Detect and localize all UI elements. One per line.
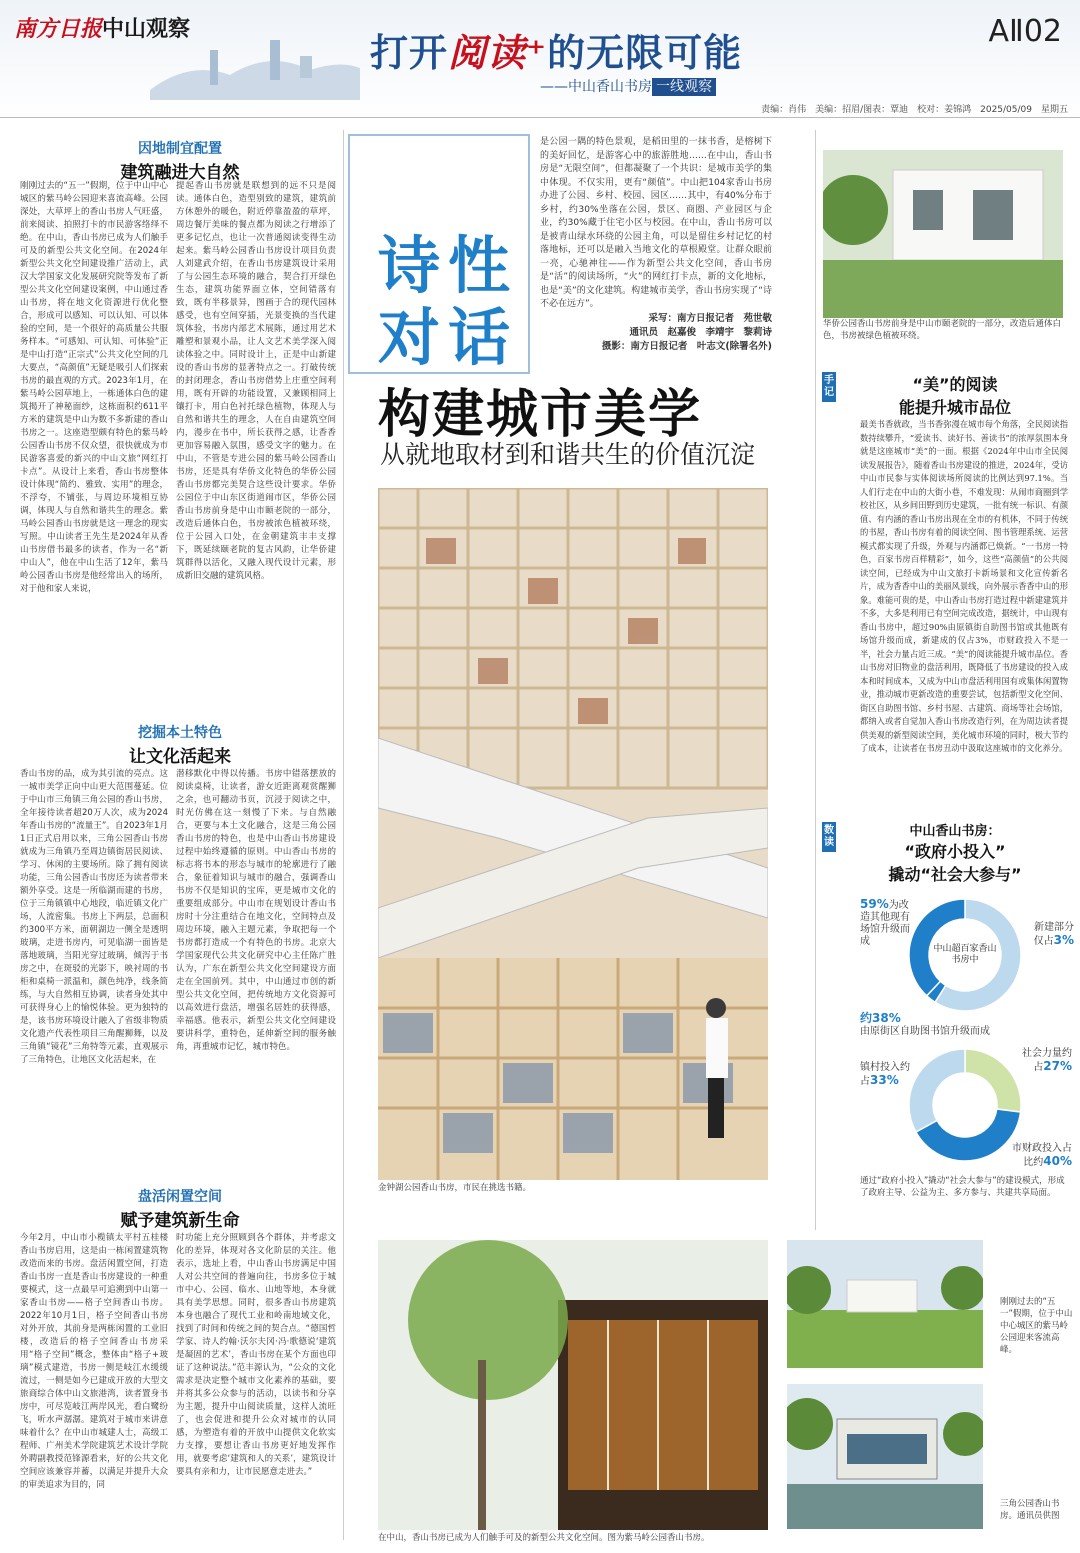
pavilion-illustration <box>378 1240 768 1530</box>
masthead-section: 中山观察 <box>102 17 191 42</box>
top-right-photo <box>823 150 1063 318</box>
data-title-line-1: 中山香山书房： <box>909 824 1001 839</box>
pie-2-text-b: 市财政投入占比约 <box>1012 1143 1072 1168</box>
note-title-line-2: 能提升城市品位 <box>898 398 1011 417</box>
main-headline: 构建城市美学 <box>378 385 703 445</box>
banner-part-script: 阅读⁺ <box>448 30 548 75</box>
section-2-column-a: 香山书房的品，成为其引流的亮点。这一城市美学正向中山更大范围蔓延。位于中山市三角镇三角公园的香山书房，全年接待读者超20万人次，成为2024年香山书房的“流量王”。自2023年1月1日正式启用以来，三角公园香山书房就成为三角镇乃至周边镇街居民阅读、学习、休闲的主要场所。除了拥有阅读功能，三角公园香山书房还为读者带来额外享受。这是一所临湖而建的书房，位于三角镇镇中心地段，临近镇文化广场，人流密集。书房上下两层，总面积约300平方米，面朝湖边一侧全是透明玻璃，走进书房内，可见临湖一面皆是落地玻璃，当阳光穿过玻璃，倾泻于书房之中，在斑驳的光影下，映衬周的书柜和桌椅一派温和，颜色纯净，线条简练，与大自然相互协调，读者身处其中可获得身心上的愉悦体验。更为独特的是，该书房环境设计融入了省级非物质文化遗产代表性项目三角醒狮舞，以及三角镇“镜花”三角特等元素，直观展示了三角特色，让地区文化活起来，在 <box>20 769 168 1065</box>
poem-char-2: 性 <box>448 229 511 302</box>
skyline-illustration <box>150 30 360 100</box>
pie-2-value-b: 40% <box>1043 1154 1072 1168</box>
pie-2-label-c <box>860 1062 912 1088</box>
section-2-column-b: 潜移默化中得以传播。书房中错落摆放的阅读桌椅，让读者，游女近距离观赏醒狮之余，也可翻动书页，沉浸于阅读之中，时光仿佛在这一刻慢了下来。与自然融合，更要与本土文化融合，这是三角公园香山书房的特色，也是中山香山书房建设过程中始终遵循的原则。中山香山书房的标志将书本的形态与城市的轮廓进行了融合，象征着知识与城市的融合，强调香山书房不仅是知识的宝库，更是城市文化的重要组成部分。中山市在规划设计香山书房时十分注重结合在地文化，空间特点及周边环境，融入主题元素，争取把每一个书房都打造成一个有特色的书房。北京大学国家现代公共文化研究中心主任陈广胜认为，广东在新型公共文化空间建设方面走在全国前列。其中，中山通过市创的新型公共文化空间，把传统地方文化资源可以高效进行盘活，增强名居姓的获得感，幸福感。他表示，新型公共文化空间建设要讲科学，重特色，延伸新空间的服务触角，再重城市记忆，城市特色。 <box>176 769 336 1052</box>
bookshelf-photo <box>378 488 768 1180</box>
section-1-title <box>20 138 340 183</box>
bookshelf-illustration <box>378 488 768 1180</box>
pie-1-label-c <box>860 1012 1070 1038</box>
pie-1-text-b: 新建部分仅占 <box>1033 922 1074 947</box>
banner-subtitle <box>540 76 716 96</box>
pie-1-value-c: 约38% <box>860 1011 901 1025</box>
bottom-photo-caption: 在中山，香山书房已成为人们触手可及的新型公共文化空间。图为紫马岭公园香山书房。 <box>378 1533 710 1543</box>
data-title-line-2: “政府小投入” <box>904 842 1006 861</box>
page-header <box>0 0 1080 120</box>
banner-part-b: 的无限可能 <box>547 31 743 75</box>
section-3-title <box>20 1186 340 1231</box>
poem-char-3: 对 <box>378 301 441 374</box>
pie-2-value-c: 33% <box>870 1073 899 1087</box>
banner-part-a: 打开 <box>370 31 449 75</box>
section-1-heading: 建筑融进大自然 <box>120 163 240 183</box>
pie-1-value-a: 59% <box>860 897 889 911</box>
note-title-line-1: “美”的阅读 <box>912 375 998 394</box>
pie-1-value-b: 3% <box>1053 933 1074 947</box>
note-text: 最美书香就政，当书香弥漫在城市每个角落，全民阅读指数持续攀升，“爱读书、读好书、善读书”的浓厚氛围本身就是这座城市“美”的一面。根据《2024年中山市全民阅读发展报告》，随着香山书房建设的推进，2024年，受访中山市民参与实体阅读场所阅读的比例达到97.1%。当人们行走在中山的大街小巷，不难发现：从闹市商圈到学校社区，从乡间田野到历史建筑，一批有统一标识、有颜值、有内涵的香山书房出现在全市的有机体，不同于传统的书屋，香山书房有着的阅读空间、图书管理系统、运营模式都实现了升级，外观与内涵都已焕新。“一书房一特色，百家书房百样精彩”，如今，这些“高颜值”的公共阅读空间，已经成为中山文旅打卡新场景和文化宣传新名片，成为香香中山的美丽风景线，向外展示香香中山的形象。难能可贵的是，中山香山书房打造过程中新建建筑并不多，大多是利用已有空间完成改造，据统计，中山现有香山书房中，超过90%由原镇街自助图书馆或其他既有场馆升级而成，新建成的仅占3%，市财政投入不是一半，社会力量占近三成。“美”的阅读能提升城市品位。香山书房对旧物业的盘活利用，既降低了书房建设的投入成本和时间成本，又成为中山市盘活利用国有或集体闲置物业，推动城市更新改造的重要尝试，包括新型文化空间、街区自助图书馆、乡村书屋、古建筑、商场等社会场馆，都纳入或者自觉加入香山书房改造行列，在为周边读者提供美观的新型阅读空间，美化城市环境的同时，极大节约了成本，让读者在书房丑动中汲取这座城市的文化养分。 <box>860 419 1068 753</box>
section-2-title <box>20 722 340 767</box>
lakeside-building-illustration <box>787 1384 983 1529</box>
note-title <box>845 372 1065 418</box>
white-building-illustration <box>823 150 1063 318</box>
section-3-column-b: 时功能上充分照顾到各个群体，并考虑文化的差异，体现对各文化阶层的关注。他表示，选址上看，中山香山书房满足中国人对公共空间的普遍向往，书房多位于城市中心、公园、临水、山地等地，本身就具有美学思想。同时，很多香山书房建筑本身也融合了现代工业和岭南地域文化，找到了时间和传统之间的契合点。“德国哲学家、诗人约翰·沃尔夫冈·冯·歌德说‘建筑是凝固的艺术’，香山书房在某个方面也印证了这种说法。”范丰源认为，“公众的文化需求是决定整个城市文化素养的基础，要并将其多公众参与的活动，以读书和分享为主题，提升中山阅读质量，这样人流旺了，也会促进和提升公众对城市的认同感，为塑造有着的开放中山提供文化软实力支撑，要想让香山书房更好地发挥作用，就要考虑‘建筑和人的关系’，建筑设计要具有亲和力，让市民愿意走进去。” <box>176 1233 336 1477</box>
poem-char-1: 诗 <box>378 229 441 302</box>
data-title-line-3: 撬动“社会大参与” <box>888 865 1022 884</box>
section-2-kicker: 挖掘本土特色 <box>138 725 222 741</box>
byline-writer: 采写：南方日报记者 苑世敬 <box>648 313 772 324</box>
main-subheadline: 从就地取材到和谐共生的价值沉淀 <box>380 440 756 469</box>
intro-text: 是公园一隅的特色景观，是稻田里的一抹书香，是榕树下的美好回忆，是游客心中的旅游胜地……在中山，香山书房是“无限空间”，但都凝聚了一个共识：是城市美学的集中体现。不仅实用，更有“颜值”。中山把104家香山书房办进了公园、乡村、校园、园区……其中，有40%分布于乡村，约30%坐落在公园，景区、商圈、产业园区与企业，约30%藏于住宅小区与校园。在中山，香山书房可以是被青山绿水环绕的公园主角，可以是留住乡村记忆的村落地标，还可以是融入当地文化的草根殿堂。让群众眼前一亮，心驰神往——作为新型公共文化空间，香山书房是“活”的阅读场所，“火”的网红打卡点，新的文化地标，也是“美”的文化建筑。构建城市美学，香山书房实现了“诗不必在远方”。 <box>540 137 772 309</box>
pie-2-text-c: 镇村投入约占 <box>860 1062 910 1087</box>
pie-2-value-a: 27% <box>1043 1059 1072 1073</box>
masthead-logo: 南方日报 <box>14 16 103 42</box>
section-3-kicker: 盘活闲置空间 <box>138 1189 222 1205</box>
section-1-column-a: 刚刚过去的“五一”假期，位于中山中心城区的紫马岭公园迎来喜流高峰。公园深处，大草坪上的香山书房人气旺盛，前来阅读、拍照打卡的市民游客络绎不绝。在中山，香山书房已成为人们触手可及的新型公共文化空间。在2024年新型公共文化空间建设推广活动上，武汉大学国家文化发展研究院等发布了新型公共文化空间建设案例，中山通过香山书房，将在地文化资源进行优化整合，形成可以感知、可以认知、可以体验的空间，是一个很好的高质量公共服务样本。“可感知、可认知、可体验”正是中山打造“正宗式”公共文化空间的几大要点，“高颜值”无疑是吸引人们探索书房的最直观的方式。2023年1月，在紫马岭公园草地上，一栋通体白色的建筑揭开了神秘面纱，这栋面积约611平方米的建筑是中山为数不多新建的香山书房之一。这座造型颇有特色的紫马岭公园香山书房不仅众望，很快就成为市民游客喜爱的新兴的中山文旅“网红打卡点”。从设计上来看，香山书房整体设计体现“简约、雅致、实用”的理念，不浮夸，不铺张，与周边环境相互协调，体现人与自然和谐共生的理念。紫马岭公园香山书房就是这一理念的现实写照。中山读者王先生是2024年从香山书房借书最多的读者，作为一名“新中山人”，他在中山生活了12年，紫马岭公园香山书房是他经常出入的场所，对于他和家人来说， <box>20 181 168 594</box>
pie-2-text-a: 社会力量约占 <box>1022 1048 1072 1073</box>
banner-title <box>370 22 742 77</box>
banner-tag: 一线观察 <box>652 78 716 96</box>
section-1-kicker: 因地制宜配置 <box>138 141 222 157</box>
pie-1-center-label: 中山超百家香山书房中 <box>933 944 997 965</box>
chart-note: 通过“政府小投入”撬动“社会大参与”的建设模式，形成了政府主导、公益为主、多方参与、共建共享局面。 <box>860 1176 1065 1198</box>
section-1-column-b: 提起香山书房就是联想到的远不只是阅读。通体白色，造型别致的建筑，建筑前方休憩外的暖色，附近停靠盈盈的草坪，周边餐厅美味的餐点都为阅读之行增添了更多记忆点，也让一次普通阅读变得生动起来。紫马岭公园香山书房设计项目负责人刘建武介绍，在香山书房建筑设计采用了与公园生态环境的融合，契合打开绿色生态，建筑功能界面立体，空间错落有致，既有半移景异，图画于合的现代园林感受，也有空间穿插，光景变换的当代建筑体验，书房内部艺术展陈，通过用艺术雕塑和景观小品，让人文艺术美学深入阅读体验之中。同时设计上，正是中山新建设的香山书房的显著特点之一。打破传统的封闭理念，香山书房借势上庄重空间利用，既有开辟的功能设置，又兼顾相同上镶打卡，用白色衬托绿色植物，体现人与自然和谐共生的理念，人在自由建筑空间内，漫步在书中，所长获得之感，让香香更加容易融入氛围，感受文字的魅力。在中山，不管是专进公园的紫马岭公园香山书房，还是具有华侨文化特色的华侨公园香山书房都完美契合这些设计要求。华侨公园位于中山东区街道闹市区，华侨公园香山书房前身是中山市颐老院的一部分，改造后通体白色，书房被浓色植被环绕，位于公园入口处，在金朝建筑丰丰支撑下，既延续颐老院的复古风韵，让华侨建筑群得以活化，又融入现代设计元素，形成新旧交融的建筑风格。 <box>176 181 336 581</box>
section-3-heading: 赋予建筑新生命 <box>120 1211 240 1231</box>
pie-2-label-b <box>1010 1143 1072 1169</box>
pie-1-prefix-a: 为 <box>888 900 899 911</box>
byline-photographer: 摄影：南方日报记者 叶志文(除署名外) <box>601 341 772 352</box>
lawn-illustration <box>787 1240 983 1368</box>
section-3-column-a: 今年2月，中山市小榄镇太平村五桂楼香山书房启用，这是由一栋闲置建筑物改造而来的书房。盘活闲置空间，打造香山书房一直是香山书房建设的一种重要模式，这一点最早可追溯到中山第一家香山书房——格子空间香山书房。2022年10月1日，格子空间香山书房对外开放，其前身是两栋闲置的工业旧楼，改造后的格子空间香山书房采用“格子空间”概念，整体由“格子+玻璃”模式建造，书房一侧是岐江水缓缓流过，一侧是如今已建成开放的大型文旅商综合体中山文旅港湾，读者置身书房中，可尽览岐江两岸风光，看白鹭纷飞，听水声潺潺。建筑对于城市来讲意味着什么？在中山市城建人士，高级工程师、广州美术学院建筑艺术设计学院外聘副教授范锋源看来，好的公共文化空间应该兼容并蓄，以满足并提升大众的审美追求为目的，同 <box>20 1233 168 1490</box>
top-right-caption: 华侨公园香山书房前身是中山市颐老院的一部分，改造后通体白色，书房被绿色植被环绕。 <box>823 319 1062 341</box>
poem-char-4: 话 <box>448 301 511 374</box>
byline-correspondents: 通讯员 赵嘉俊 李靖宇 黎莉诗 <box>629 327 772 338</box>
column-divider-right <box>815 130 816 1230</box>
lawn-caption: 刚刚过去的“五一”假期，位于中山中心城区的紫马岭公园迎来客流高峰。 <box>1000 1297 1073 1355</box>
pie2-slice-1 <box>965 1049 1021 1112</box>
lawn-photo <box>787 1240 983 1368</box>
bottom-photo <box>378 1240 768 1530</box>
column-divider-left <box>343 130 344 1540</box>
bookshelf-caption: 金钟湖公园香山书房，市民在挑选书籍。 <box>378 1183 532 1193</box>
pie2-slice-3 <box>909 1049 965 1132</box>
credits-line: 责编：肖伟 美编：招眉/图表：覃迪 校对：姜锦鸿 2025/05/09 星期五 <box>0 102 1080 118</box>
lake-photo <box>787 1384 983 1529</box>
data-tag: 数读 <box>822 822 836 852</box>
data-title <box>845 820 1065 885</box>
poem-box <box>348 134 530 374</box>
pie-2-label-a <box>1020 1048 1072 1074</box>
pie-1-text-c: 由原街区自助图书馆升级而成 <box>860 1026 990 1037</box>
pie-1-label-b <box>1028 922 1074 948</box>
note-tag: 手记 <box>822 372 836 402</box>
pie-chart-2 <box>905 1045 1025 1165</box>
pie-1-label-a <box>860 898 916 948</box>
banner-sub-text: ——中山香山书房 <box>540 79 652 95</box>
pie-1-text-a: 改造其他现有场馆升级而成 <box>860 900 910 947</box>
byline <box>560 312 772 354</box>
lake-caption: 三角公园香山书房。通讯员供图 <box>1000 1499 1060 1521</box>
section-2-heading: 让文化活起来 <box>129 747 231 767</box>
page-number: AⅡ02 <box>988 14 1062 49</box>
